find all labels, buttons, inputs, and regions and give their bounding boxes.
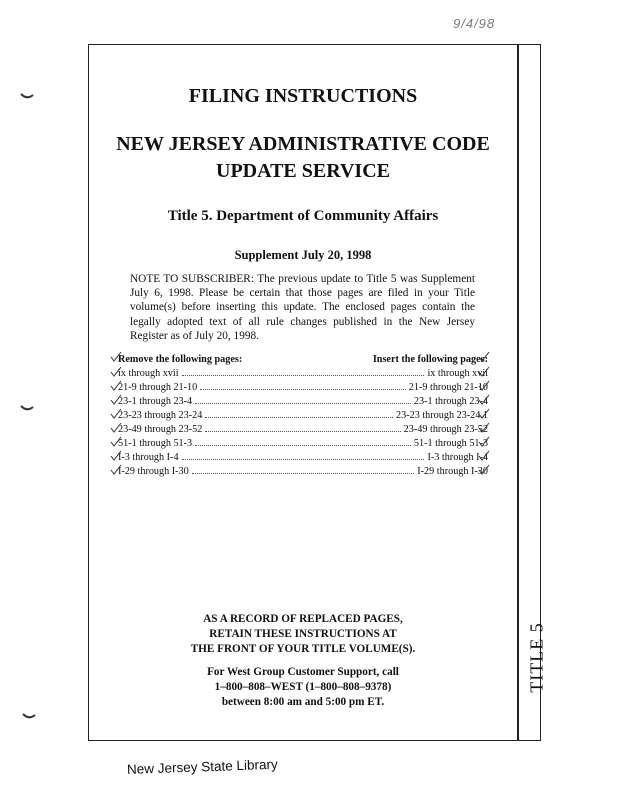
- customer-support: [88, 665, 518, 710]
- support-line2: 1–800–808–WEST (1–800–808–9378): [214, 681, 392, 693]
- table-row: [118, 407, 488, 421]
- support-line1: For West Group Customer Support, call: [207, 666, 399, 678]
- insert-pages: 21-9 through 21-10: [408, 382, 488, 393]
- left-check-mark-icon: [110, 463, 122, 475]
- dot-leader: [205, 430, 400, 432]
- dot-leader: [192, 472, 415, 474]
- remove-pages: ix through xvii: [118, 368, 179, 379]
- page-replacement-table: [118, 350, 488, 477]
- punch-hole-mark: [20, 400, 34, 410]
- insert-pages: 23-23 through 23-24.1: [396, 410, 488, 421]
- punch-hole-mark: [22, 708, 36, 718]
- table-header: [118, 350, 488, 365]
- insert-pages: I-29 through I-30: [417, 466, 488, 477]
- right-check-mark-icon: [478, 449, 490, 461]
- retain-line1: AS A RECORD OF REPLACED PAGES,: [203, 613, 403, 625]
- right-check-mark-icon: [478, 350, 490, 362]
- remove-pages: I-3 through I-4: [118, 452, 179, 463]
- insert-pages: 51-1 through 51-3: [413, 438, 488, 449]
- supplement-date: Supplement July 20, 1998: [234, 248, 372, 262]
- insert-pages: ix through xvii: [427, 368, 488, 379]
- left-check-mark-icon: [110, 379, 122, 391]
- insert-header: Insert the following pages:: [372, 354, 488, 365]
- left-check-mark-icon: [110, 365, 122, 377]
- title-tab: [522, 622, 552, 692]
- title-tab-label: TITLE 5: [526, 621, 547, 693]
- support-line3: between 8:00 am and 5:00 pm ET.: [221, 696, 385, 708]
- dot-leader: [195, 402, 411, 404]
- code-heading-line1: NEW JERSEY ADMINISTRATIVE CODE: [116, 133, 490, 155]
- remove-pages: 23-49 through 23-52: [118, 424, 203, 435]
- right-check-mark-icon: [478, 421, 490, 433]
- remove-pages: 21-9 through 21-10: [118, 382, 198, 393]
- subscriber-note: NOTE TO SUBSCRIBER: The previous update to Title 5 was Supplement July 6, 1998. Please be certain that those pages are filed in your Title volume(s) before inserting this update. The enclosed pages contain the legally adopted text of all rule changes published in the New Jersey Register as of July 20, 1998.: [130, 273, 475, 342]
- dot-leader: [195, 444, 411, 446]
- code-heading-line2: UPDATE SERVICE: [216, 160, 390, 182]
- right-check-mark-icon: [478, 407, 490, 419]
- right-check-mark-icon: [478, 393, 490, 405]
- left-check-mark-icon: [110, 350, 122, 362]
- right-check-mark-icon: [478, 463, 490, 475]
- left-check-mark-icon: [110, 407, 122, 419]
- dot-leader: [182, 458, 425, 460]
- dot-leader: [182, 374, 425, 376]
- retain-line2: RETAIN THESE INSTRUCTIONS AT: [209, 628, 397, 640]
- dot-leader: [205, 416, 393, 418]
- retain-instructions: [88, 612, 518, 657]
- left-check-mark-icon: [110, 449, 122, 461]
- right-check-mark-icon: [478, 379, 490, 391]
- remove-pages: 23-1 through 23-4: [118, 396, 193, 407]
- right-check-mark-icon: [478, 365, 490, 377]
- insert-pages: 23-1 through 23-4: [413, 396, 488, 407]
- punch-hole-mark: [20, 88, 34, 98]
- table-row: [118, 421, 488, 435]
- left-check-mark-icon: [110, 421, 122, 433]
- remove-pages: 23-23 through 23-24: [118, 410, 203, 421]
- insert-pages: I-3 through I-4: [427, 452, 488, 463]
- right-check-mark-icon: [478, 435, 490, 447]
- table-row: [118, 379, 488, 393]
- insert-pages: 23-49 through 23-52: [403, 424, 488, 435]
- left-check-mark-icon: [110, 393, 122, 405]
- table-row: [118, 435, 488, 449]
- table-row: [118, 449, 488, 463]
- table-row: [118, 463, 488, 477]
- table-row: [118, 365, 488, 379]
- title-section-heading: Title 5. Department of Community Affairs: [167, 208, 439, 224]
- dot-leader: [200, 388, 406, 390]
- remove-pages: 51-1 through 51-3: [118, 438, 193, 449]
- retain-line3: THE FRONT OF YOUR TITLE VOLUME(S).: [190, 643, 416, 655]
- remove-header: Remove the following pages:: [118, 354, 243, 365]
- library-stamp: New Jersey State Library: [126, 756, 278, 777]
- table-row: [118, 393, 488, 407]
- page-title: FILING INSTRUCTIONS: [188, 85, 418, 107]
- code-heading: [88, 131, 518, 185]
- left-check-mark-icon: [110, 435, 122, 447]
- remove-pages: I-29 through I-30: [118, 466, 189, 477]
- handwritten-date-stamp: 9/4/98: [453, 16, 496, 31]
